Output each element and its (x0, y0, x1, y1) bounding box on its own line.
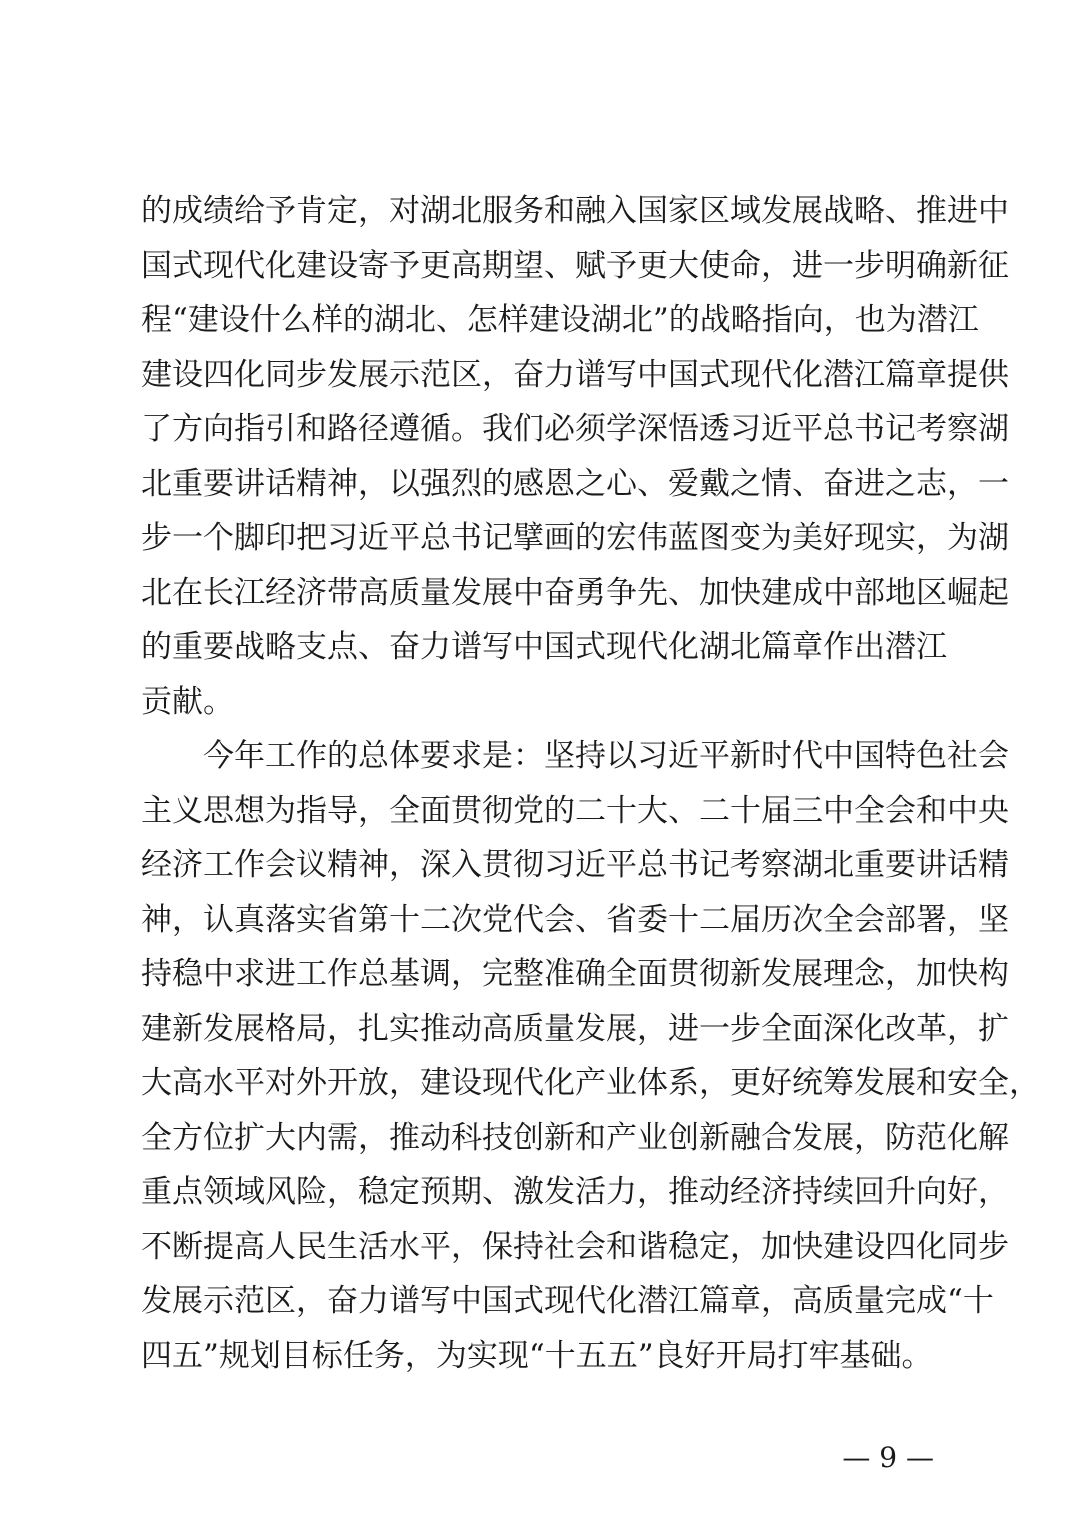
paragraph-line: 程“建设什么样的湖北、怎样建设湖北”的战略指向，也为潜江 (141, 302, 979, 338)
paragraph-line: 北在长江经济带高质量发展中奋勇争先、加快建成中部地区崛起 (141, 574, 1009, 611)
paragraph-line: 不断提高人民生活水平，保持社会和谐稳定，加快建设四化同步 (141, 1228, 1009, 1265)
paragraph-line: 的成绩给予肯定，对湖北服务和融入国家区域发展战略、推进中 (141, 193, 1009, 229)
paragraph-2 (141, 729, 1040, 1383)
paragraph-line: 了方向指引和路径遵循。我们必须学深悟透习近平总书记考察湖 (141, 411, 1009, 447)
paragraph-line: 步一个脚印把习近平总书记擘画的宏伟蓝图变为美好现实，为湖 (141, 520, 1009, 556)
paragraph-line: 建设四化同步发展示范区，奋力谱写中国式现代化潜江篇章提供 (141, 356, 1009, 393)
paragraph-line: 北重要讲话精神，以强烈的感恩之心、爱戴之情、奋进之志，一 (141, 465, 1009, 502)
paragraph-line: 国式现代化建设寄予更高期望、赋予更大使命，进一步明确新征 (141, 247, 1009, 284)
body-text (141, 184, 1040, 1383)
paragraph-line: 经济工作会议精神，深入贯彻习近平总书记考察湖北重要讲话精 (141, 847, 1009, 883)
paragraph-line: 大高水平对外开放，建设现代化产业体系，更好统筹发展和安全， (141, 1065, 1040, 1101)
paragraph-1 (141, 184, 1009, 729)
paragraph-line: 的重要战略支点、奋力谱写中国式现代化湖北篇章作出潜江 (141, 629, 947, 665)
page-number: — 9 — (842, 1441, 934, 1474)
paragraph-line: 今年工作的总体要求是：坚持以习近平新时代中国特色社会 (203, 738, 1009, 774)
paragraph-line: 建新发展格局，扎实推动高质量发展，进一步全面深化改革，扩 (141, 1010, 1009, 1047)
paragraph-line: 贡献。 (141, 683, 234, 720)
paragraph-line: 神，认真落实省第十二次党代会、省委十二届历次全会部署，坚 (141, 901, 1009, 938)
paragraph-line: 主义思想为指导，全面贯彻党的二十大、二十届三中全会和中央 (141, 792, 1009, 829)
paragraph-line: 四五”规划目标任务，为实现“十五五”良好开局打牢基础。 (141, 1337, 933, 1374)
paragraph-line: 全方位扩大内需，推动科技创新和产业创新融合发展，防范化解 (141, 1119, 1009, 1156)
paragraph-line: 持稳中求进工作总基调，完整准确全面贯彻新发展理念，加快构 (141, 956, 1009, 992)
paragraph-line: 发展示范区，奋力谱写中国式现代化潜江篇章，高质量完成“十 (141, 1283, 994, 1319)
paragraph-line: 重点领域风险，稳定预期、激发活力，推动经济持续回升向好， (141, 1174, 1009, 1210)
